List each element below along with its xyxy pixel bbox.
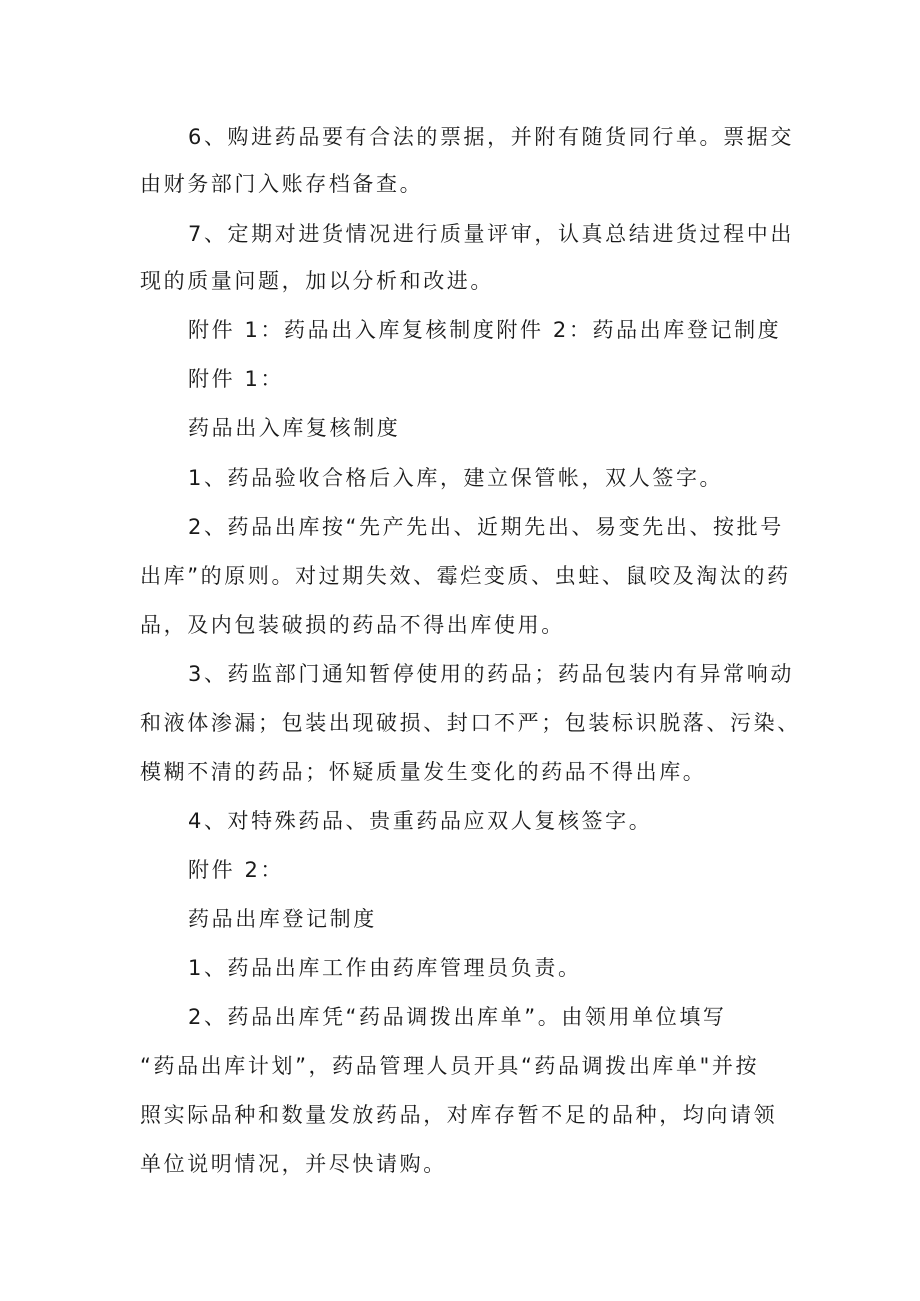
text-line: 照实际品种和数量发放药品，对库存暂不足的品种，均向请领: [140, 1103, 778, 1127]
text-line: 单位说明情况，并尽快请购。: [140, 1152, 447, 1176]
text-line: 和液体渗漏；包装出现破损、封口不严；包装标识脱落、污染、: [140, 711, 801, 735]
text-line: 出库”的原则。对过期失效、霉烂变质、虫蛀、鼠咬及淘汰的药: [140, 564, 791, 588]
text-line: 2、药品出库按“先产先出、近期先出、易变先出、按批号: [188, 515, 784, 539]
text-line: “药品出库计划”，药品管理人员开具“药品调拨出库单"并按: [140, 1054, 760, 1078]
text-line: 由财务部门入账存档备查。: [140, 172, 424, 196]
text-line: 7、定期对进货情况进行质量评审，认真总结进货过程中出: [188, 222, 794, 246]
text-line: 1、药品验收合格后入库，建立保管帐，双人签字。: [188, 466, 724, 490]
text-line: 2、药品出库凭“药品调拨出库单”。由领用单位填写: [188, 1005, 727, 1029]
appendix-2-title: 药品出库登记制度: [188, 907, 377, 931]
text-line: 附件 1：药品出入库复核制度附件 2：药品出库登记制度: [188, 318, 782, 342]
text-line: 4、对特殊药品、贵重药品应双人复核签字。: [188, 809, 653, 833]
text-line: 品，及内包装破损的药品不得出库使用。: [140, 613, 565, 637]
appendix-2-label: 附件 2：: [188, 858, 285, 882]
text-line: 模糊不清的药品；怀疑质量发生变化的药品不得出库。: [140, 760, 707, 784]
text-line: 6、购进药品要有合法的票据，并附有随货同行单。票据交: [188, 125, 794, 149]
appendix-1-label: 附件 1：: [188, 367, 285, 391]
appendix-1-title: 药品出入库复核制度: [188, 416, 401, 440]
text-line: 3、药监部门通知暂停使用的药品；药品包装内有异常响动: [188, 662, 794, 686]
text-line: 1、药品出库工作由药库管理员负责。: [188, 956, 582, 980]
text-line: 现的质量问题，加以分析和改进。: [140, 269, 494, 293]
